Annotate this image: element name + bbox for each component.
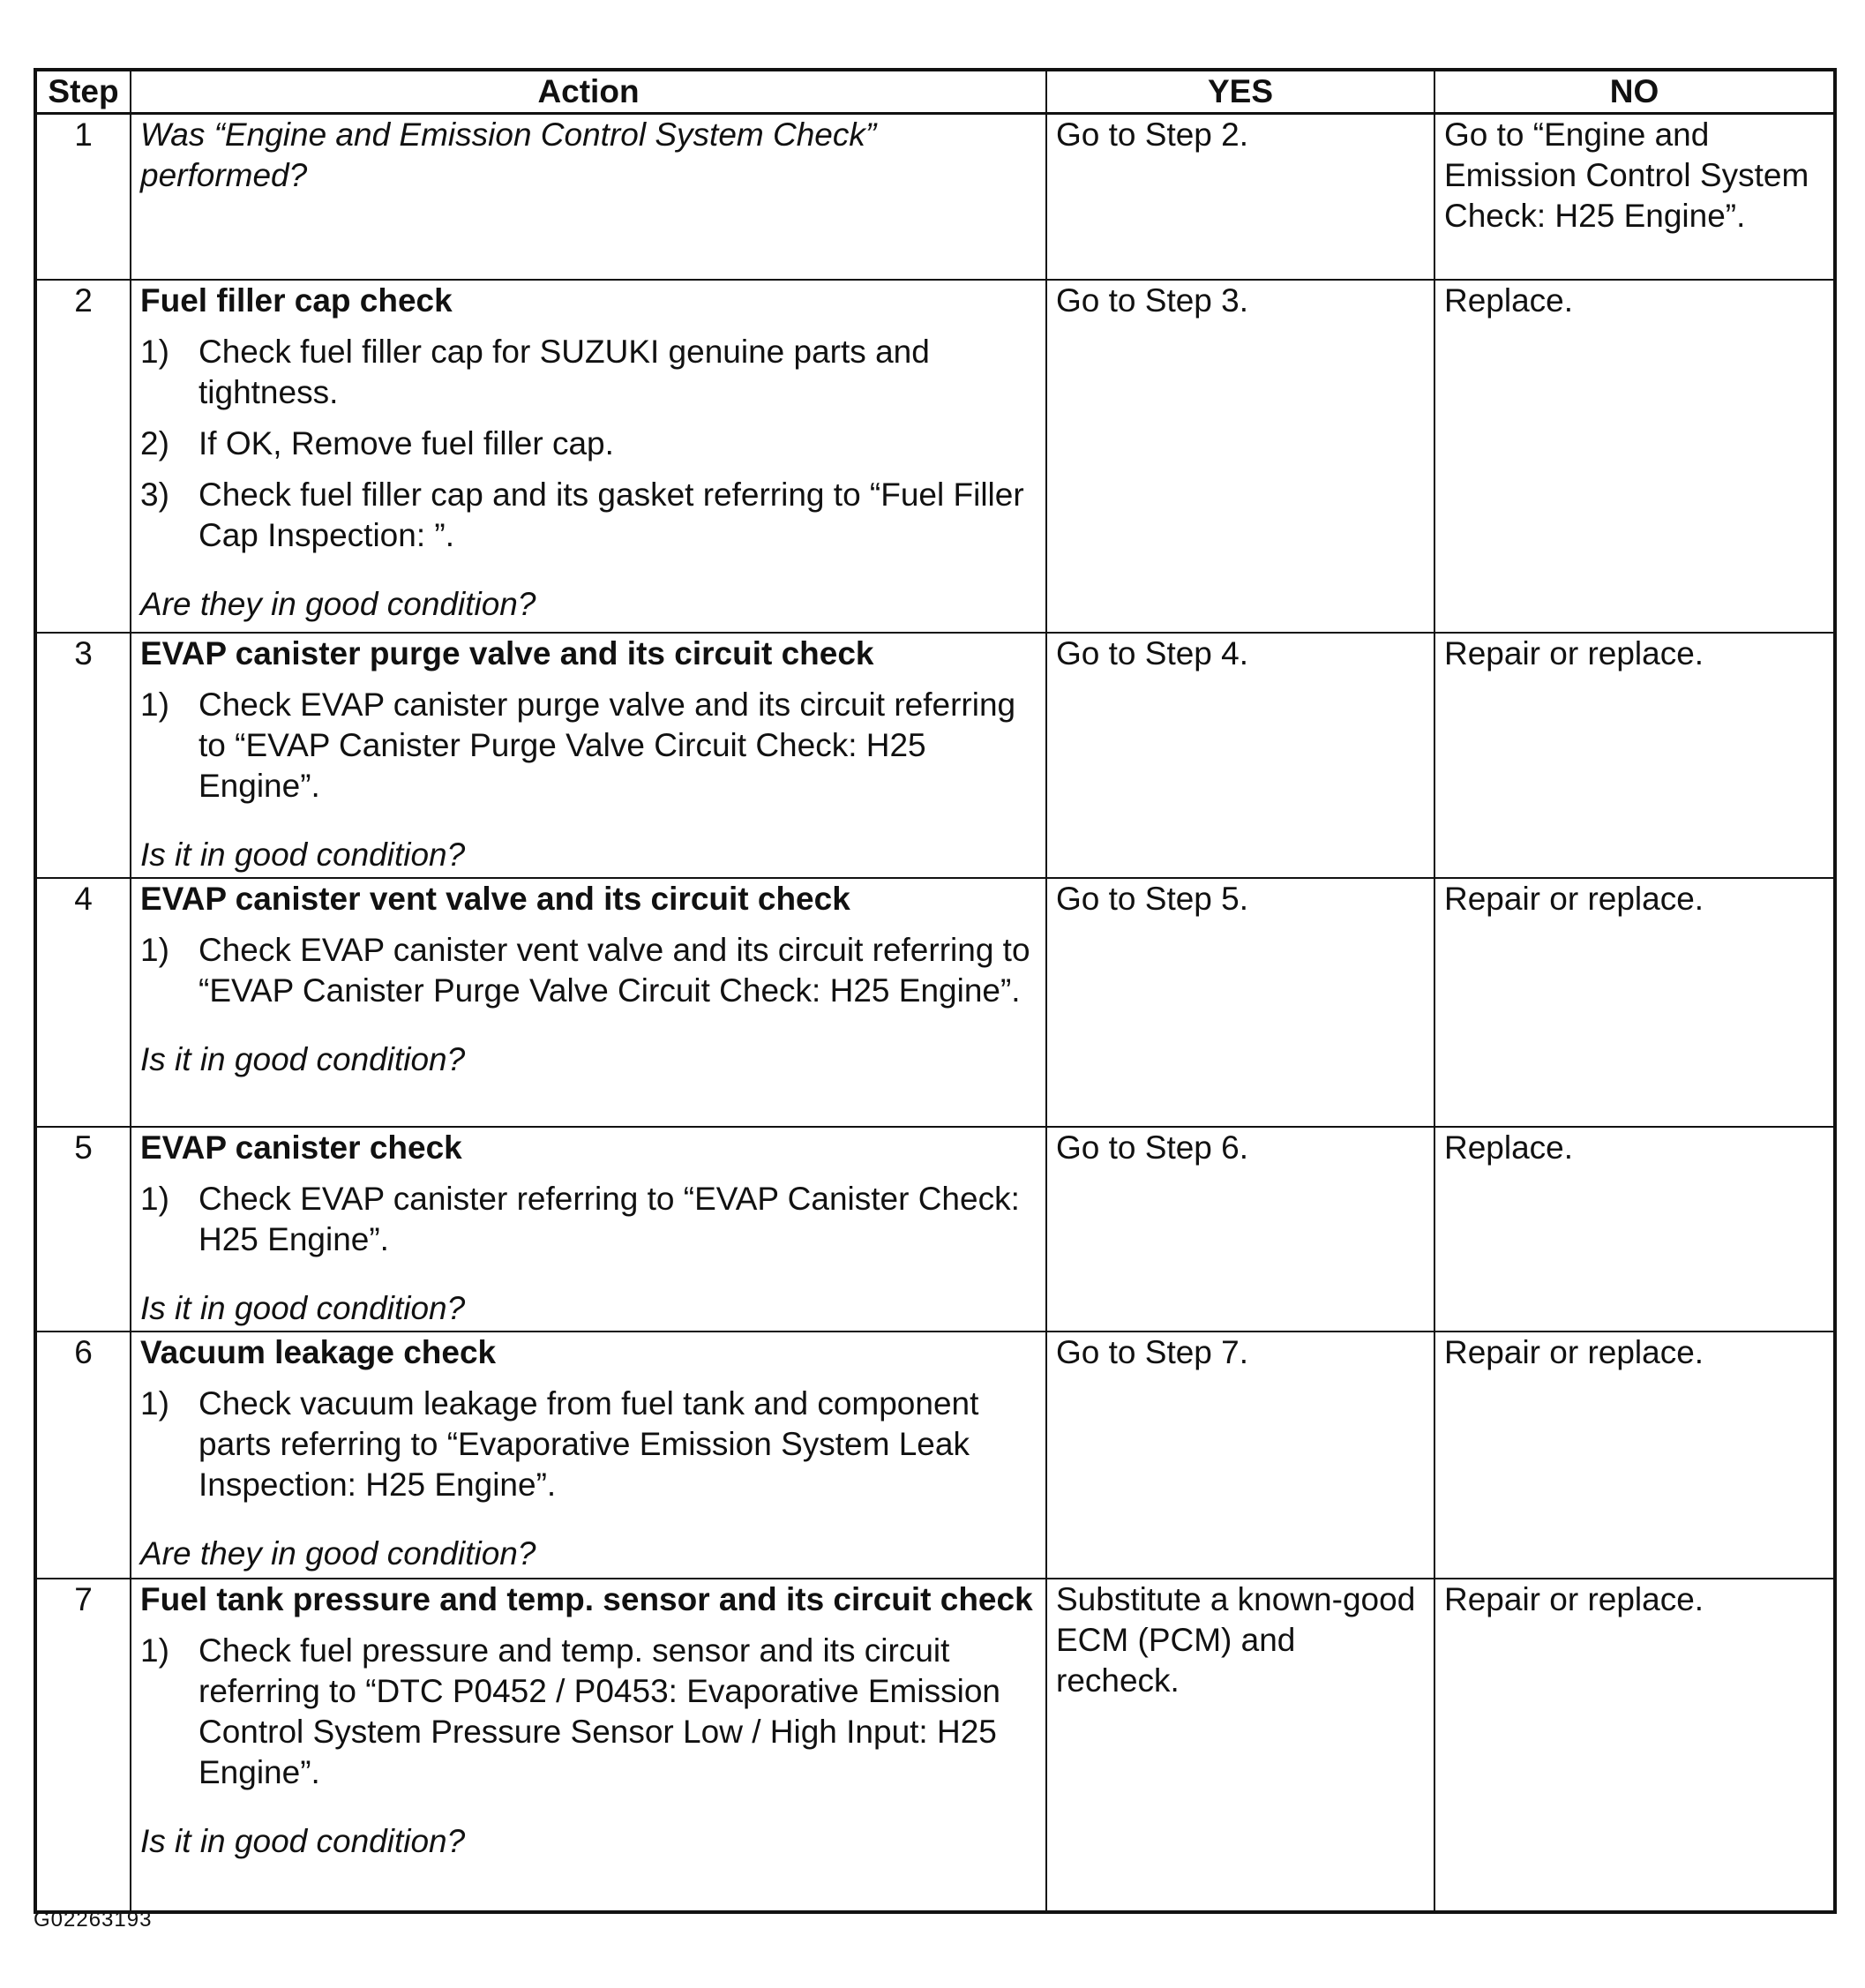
no-result: Replace. (1434, 280, 1835, 633)
procedure-item-text: Check vacuum leakage from fuel tank and component parts referring to “Evaporative Emission System Leak Inspection: H25 Engine”. (198, 1384, 979, 1503)
procedure-item-number: 2) (140, 424, 169, 461)
no-result: Repair or replace. (1434, 1332, 1835, 1579)
spacer (140, 1271, 1037, 1288)
yes-result: Go to Step 3. (1046, 280, 1434, 633)
procedure-item-text: Check EVAP canister referring to “EVAP Canister Check: H25 Engine”. (198, 1180, 1020, 1257)
step-number: 7 (35, 1579, 131, 1912)
table-body (35, 114, 1835, 1912)
no-result: Repair or replace. (1434, 633, 1835, 878)
yes-result: Go to Step 4. (1046, 633, 1434, 878)
procedure-list (140, 332, 1037, 556)
no-result: Go to “Engine and Emission Control System Check: H25 Engine”. (1434, 114, 1835, 280)
action-cell (131, 114, 1046, 280)
procedure-item (140, 685, 1037, 806)
procedure-list (140, 1179, 1037, 1260)
step-number: 6 (35, 1332, 131, 1579)
procedure-item-text: If OK, Remove fuel filler cap. (198, 424, 614, 461)
procedure-item-number: 1) (140, 686, 169, 723)
procedure-item-number: 3) (140, 476, 169, 513)
action-title: EVAP canister vent valve and its circuit check (140, 880, 850, 917)
procedure-item (140, 1179, 1037, 1260)
procedure-item-number: 1) (140, 1632, 169, 1669)
yes-result: Go to Step 6. (1046, 1127, 1434, 1332)
figure-id: G02263193 (34, 1908, 153, 1932)
step-number: 3 (35, 633, 131, 878)
action-cell (131, 633, 1046, 878)
procedure-item (140, 1384, 1037, 1505)
spacer (140, 566, 1037, 584)
check-question: Is it in good condition? (140, 836, 466, 873)
spacer (140, 817, 1037, 835)
action-cell (131, 1127, 1046, 1332)
procedure-item (140, 1631, 1037, 1793)
action-title: Vacuum leakage check (140, 1333, 497, 1370)
no-result: Repair or replace. (1434, 878, 1835, 1127)
procedure-item-number: 1) (140, 931, 169, 968)
table-row (35, 878, 1835, 1127)
header-yes: YES (1046, 70, 1434, 114)
step-number: 2 (35, 280, 131, 633)
procedure-list (140, 1384, 1037, 1505)
check-question: Is it in good condition? (140, 1040, 466, 1077)
table-row (35, 1579, 1835, 1912)
procedure-item-text: Check fuel filler cap for SUZUKI genuine parts and tightness. (198, 333, 930, 410)
action-title: EVAP canister check (140, 1129, 462, 1166)
table-row (35, 280, 1835, 633)
check-question: Are they in good condition? (140, 585, 536, 622)
procedure-item (140, 930, 1037, 1011)
procedure-item (140, 332, 1037, 413)
action-cell (131, 878, 1046, 1127)
step-number: 5 (35, 1127, 131, 1332)
header-step: Step (35, 70, 131, 114)
procedure-item-number: 1) (140, 1180, 169, 1217)
procedure-item-number: 1) (140, 1384, 169, 1422)
check-question: Is it in good condition? (140, 1822, 466, 1859)
yes-result: Go to Step 7. (1046, 1332, 1434, 1579)
spacer (140, 1516, 1037, 1534)
yes-result: Go to Step 2. (1046, 114, 1434, 280)
procedure-list (140, 930, 1037, 1011)
check-question: Was “Engine and Emission Control System Check” performed? (140, 116, 877, 193)
header-no: NO (1434, 70, 1835, 114)
table-row (35, 633, 1835, 878)
yes-result: Go to Step 5. (1046, 878, 1434, 1127)
diagnostic-table-container (34, 68, 1833, 1914)
action-cell (131, 1579, 1046, 1912)
spacer (140, 1022, 1037, 1039)
action-title: EVAP canister purge valve and its circuit check (140, 634, 874, 671)
procedure-list (140, 685, 1037, 806)
procedure-item (140, 475, 1037, 556)
action-title: Fuel filler cap check (140, 281, 453, 319)
yes-result: Substitute a known-good ECM (PCM) and recheck. (1046, 1579, 1434, 1912)
procedure-item-text: Check EVAP canister purge valve and its circuit referring to “EVAP Canister Purge Valve Circuit Check: H25 Engine”. (198, 686, 1016, 804)
header-row (35, 70, 1835, 114)
diagnostic-table (34, 68, 1837, 1914)
action-cell (131, 280, 1046, 633)
procedure-item-text: Check fuel filler cap and its gasket referring to “Fuel Filler Cap Inspection: ”. (198, 476, 1024, 553)
procedure-item-text: Check fuel pressure and temp. sensor and its circuit referring to “DTC P0452 / P0453: Evaporative Emission Control System Pressure Sensor Low / High Input: H25 Engine”. (198, 1632, 1000, 1790)
action-title: Fuel tank pressure and temp. sensor and its circuit check (140, 1580, 1033, 1617)
step-number: 1 (35, 114, 131, 280)
spacer (140, 1804, 1037, 1821)
check-question: Is it in good condition? (140, 1289, 466, 1326)
procedure-item-number: 1) (140, 333, 169, 370)
table-row (35, 1332, 1835, 1579)
table-row (35, 1127, 1835, 1332)
table-row (35, 114, 1835, 280)
no-result: Replace. (1434, 1127, 1835, 1332)
header-action: Action (131, 70, 1046, 114)
step-number: 4 (35, 878, 131, 1127)
action-cell (131, 1332, 1046, 1579)
procedure-list (140, 1631, 1037, 1793)
procedure-item (140, 424, 1037, 464)
no-result: Repair or replace. (1434, 1579, 1835, 1912)
check-question: Are they in good condition? (140, 1534, 536, 1572)
procedure-item-text: Check EVAP canister vent valve and its circuit referring to “EVAP Canister Purge Valve Circuit Check: H25 Engine”. (198, 931, 1030, 1009)
